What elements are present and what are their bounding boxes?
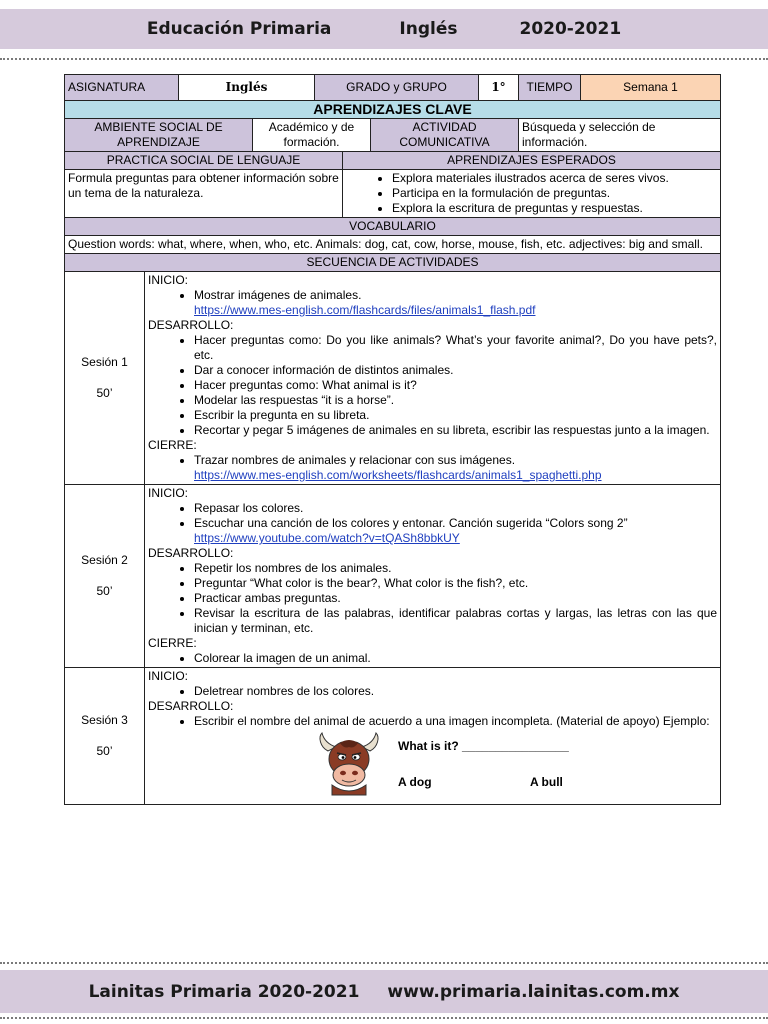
practica-value: Formula preguntas para obtener información sobre un tema de la naturaleza. [65,170,343,218]
footer-band [0,970,768,1013]
ambiente-value: Académico y de formación. [253,119,371,152]
youtube-link[interactable]: https://www.youtube.com/watch?v=tQASh8bbkUY [194,531,460,545]
inicio-label: INICIO: [148,669,189,683]
row-secuencia-header [65,254,721,272]
activity-item: • Deletrear nombres de los colores. [194,684,717,699]
session-activities [145,485,721,668]
esperado-item: • Participa en la formulación de preguntas. [392,186,717,201]
activity-text: Mostrar imágenes de animales. [194,288,362,302]
footer-dotted-divider-top [0,962,768,964]
row-practica-header [65,152,721,170]
example-option-1: A dog [398,775,432,789]
actividad-value: Búsqueda y selección de información. [519,119,721,152]
activity-item: • Escribir el nombre del animal de acuerdo a una imagen incompleta. (Material de apoyo) Ejemplo: [194,714,717,729]
footer-url[interactable]: www.primaria.lainitas.com.mx [387,981,680,1002]
bull-icon [318,729,380,797]
asignatura-label: ASIGNATURA [65,75,179,101]
cierre-label: CIERRE: [148,636,197,650]
footer-brand: Lainitas Primaria 2020-2021 [88,981,360,1002]
inicio-label: INICIO: [148,273,189,287]
activity-item: • Repetir los nombres de los animales. [194,561,717,576]
session-activities [145,668,721,805]
desarrollo-label: DESARROLLO: [148,318,234,332]
row-aprendizajes-clave [65,101,721,119]
header-band [0,9,768,49]
activity-item: • Preguntar “What color is the bear?, What color is the fish?, etc. [194,576,717,591]
row-ambiente [65,119,721,152]
activity-item: • Dar a conocer información de distintos animales. [194,363,717,378]
vocabulario-text: Question words: what, where, when, who, etc. Animals: dog, cat, cow, horse, mouse, fish, etc. adjectives: big and small. [65,236,721,254]
ambiente-label: AMBIENTE SOCIAL DE APRENDIZAJE [65,119,253,152]
activity-item: • Repasar los colores. [194,501,717,516]
session-row-3 [65,668,721,805]
activity-item: • Revisar la escritura de las palabras, identificar palabras cortas y largas, las letras con las que inician y terminan, etc. [194,606,717,636]
session-name: Sesión 2 [81,553,128,567]
esperados-cell [343,170,721,218]
esperado-item: • Explora la escritura de preguntas y respuestas. [392,201,717,216]
activity-item [194,516,717,546]
esperados-label: APRENDIZAJES ESPERADOS [343,152,721,170]
activity-item: • Escribir la pregunta en su libreta. [194,408,717,423]
header-level: Educación Primaria [146,19,332,39]
row-vocabulario-content [65,236,721,254]
header-year: 2020-2021 [519,19,622,39]
example-exercise [148,729,717,803]
aprendizajes-clave-header: APRENDIZAJES CLAVE [65,101,721,119]
worksheet-link[interactable]: https://www.mes-english.com/worksheets/flashcards/animals1_spaghetti.php [194,468,602,482]
desarrollo-label: DESARROLLO: [148,546,234,560]
session-label-cell [65,272,145,485]
practica-label: PRACTICA SOCIAL DE LENGUAJE [65,152,343,170]
session-time: 50’ [96,584,113,598]
footer-dotted-divider-bottom [0,1017,768,1019]
session-name: Sesión 1 [81,355,128,369]
example-question: What is it? ________________ [398,739,569,753]
desarrollo-label: DESARROLLO: [148,699,234,713]
grado-value: 1° [479,75,519,101]
grado-label: GRADO y GRUPO [315,75,479,101]
session-row-2 [65,485,721,668]
session-label-cell [65,668,145,805]
asignatura-value: Inglés [179,75,315,101]
activity-item: • Hacer preguntas como: Do you like animals? What’s your favorite animal?, Do you have pets?, etc. [194,333,717,363]
example-option-2: A bull [530,775,563,789]
row-subject [65,75,721,101]
actividad-label: ACTIVIDAD COMUNICATIVA [371,119,519,152]
flashcards-link[interactable]: https://www.mes-english.com/flashcards/files/animals1_flash.pdf [194,303,536,317]
inicio-label: INICIO: [148,486,189,500]
row-vocabulario-header [65,218,721,236]
tiempo-label: TIEMPO [519,75,581,101]
session-time: 50’ [96,386,113,400]
header-dotted-divider [0,58,768,60]
session-time: 50’ [96,744,113,758]
activity-item: • Modelar las respuestas “it is a horse”. [194,393,717,408]
activity-item: • Hacer preguntas como: What animal is it? [194,378,717,393]
activity-item: • Colorear la imagen de un animal. [194,651,717,666]
activity-text: Escuchar una canción de los colores y entonar. Canción sugerida “Colors song 2” [194,516,628,530]
vocabulario-label: VOCABULARIO [65,218,721,236]
session-label-cell [65,485,145,668]
header-subject: Inglés [399,19,458,39]
secuencia-label: SECUENCIA DE ACTIVIDADES [65,254,721,272]
activity-item [194,288,717,318]
tiempo-value: Semana 1 [581,75,721,101]
activity-item: • Recortar y pegar 5 imágenes de animales en su libreta, escribir las respuestas junto a la imagen. [194,423,717,438]
lesson-plan-table [64,74,721,805]
activity-text: Trazar nombres de animales y relacionar con sus imágenes. [194,453,516,467]
esperado-item: • Explora materiales ilustrados acerca de seres vivos. [392,171,717,186]
row-practica-content [65,170,721,218]
session-activities [145,272,721,485]
activity-item [194,453,717,483]
activity-item: • Practicar ambas preguntas. [194,591,717,606]
cierre-label: CIERRE: [148,438,197,452]
session-row-1 [65,272,721,485]
session-name: Sesión 3 [81,713,128,727]
